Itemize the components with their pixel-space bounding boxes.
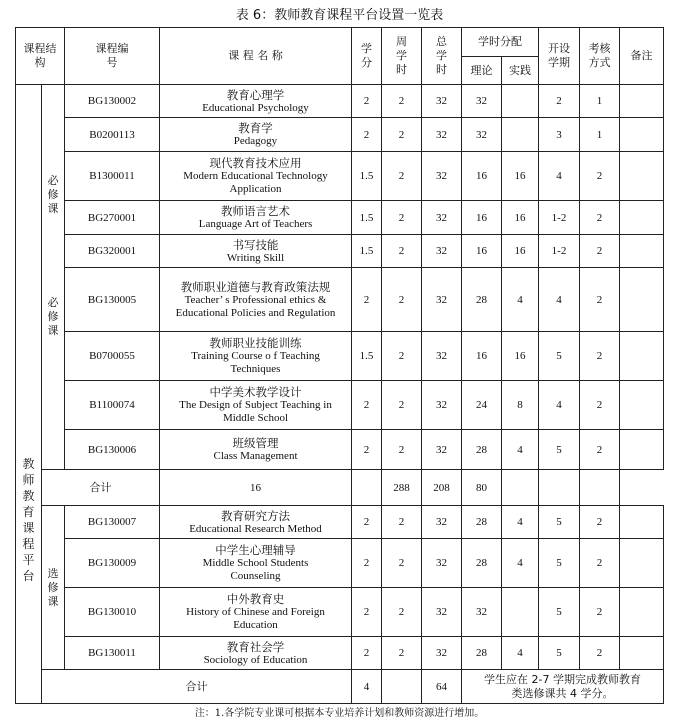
header-weekly: 周学时 — [382, 28, 422, 85]
course-name-en: Training Course o f Teaching Techniques — [191, 350, 320, 375]
practice-hours — [502, 118, 539, 152]
elective-total-hours: 64 — [422, 670, 462, 704]
course-name-en: Class Management — [213, 450, 298, 462]
total-hours: 32 — [422, 85, 462, 118]
course-code: B1300011 — [65, 152, 160, 201]
elective-total-weekly — [382, 670, 422, 704]
course-name-cn: 中学美术教学设计 — [209, 385, 302, 399]
remark — [620, 332, 664, 381]
weekly-hours: 2 — [382, 430, 422, 470]
practice-hours: 4 — [502, 539, 539, 588]
remark — [620, 118, 664, 152]
course-code: BG130010 — [65, 588, 160, 637]
header-remark: 备注 — [620, 28, 664, 85]
elective-label — [42, 506, 65, 670]
exam-type: 2 — [580, 430, 620, 470]
platform-label — [16, 456, 41, 584]
semester: 2 — [539, 85, 580, 118]
elective-note: 学生应在 2-7 学期完成教师教育类选修课共 4 学分。 — [462, 670, 664, 704]
practice-hours: 16 — [502, 201, 539, 235]
exam-type: 2 — [580, 332, 620, 381]
table-row — [16, 201, 664, 235]
practice-hours: 8 — [502, 381, 539, 430]
required-total-credit: 16 — [160, 470, 352, 506]
remark — [620, 85, 664, 118]
practice-hours: 4 — [502, 268, 539, 332]
course-code: BG130002 — [65, 85, 160, 118]
exam-type: 2 — [580, 588, 620, 637]
exam-type: 1 — [580, 118, 620, 152]
course-name-cn: 教育学 — [238, 121, 273, 135]
required-total-weekly — [352, 470, 382, 506]
header-credit: 学分 — [352, 28, 382, 85]
theory-hours: 16 — [462, 152, 502, 201]
course-name-en: The Design of Subject Teaching in Middle School — [179, 399, 332, 424]
table-row — [16, 118, 664, 152]
semester: 4 — [539, 268, 580, 332]
semester: 1-2 — [539, 201, 580, 235]
remark — [620, 588, 664, 637]
course-name-en: Middle School Students Counseling — [202, 557, 309, 582]
credit: 2 — [352, 268, 382, 332]
weekly-hours: 2 — [382, 332, 422, 381]
weekly-hours: 2 — [382, 118, 422, 152]
weekly-hours: 2 — [382, 588, 422, 637]
course-name-cn: 教师语言艺术 — [221, 204, 290, 218]
exam-type: 1 — [580, 85, 620, 118]
exam-type: 2 — [580, 235, 620, 268]
exam-type: 2 — [580, 381, 620, 430]
course-name-cn: 教育心理学 — [226, 87, 285, 102]
course-name-cn: 书写技能 — [232, 237, 279, 252]
total-hours: 32 — [422, 588, 462, 637]
semester: 5 — [539, 506, 580, 539]
weekly-hours: 2 — [382, 381, 422, 430]
weekly-hours: 2 — [382, 235, 422, 268]
course-name — [160, 430, 352, 470]
table-row — [16, 85, 664, 118]
theory-hours: 28 — [462, 506, 502, 539]
platform-label-bottom — [16, 670, 42, 704]
theory-hours: 16 — [462, 332, 502, 381]
elective-total-row — [16, 670, 664, 704]
credit: 2 — [352, 118, 382, 152]
required-total-exam — [539, 470, 580, 506]
total-hours: 32 — [422, 637, 462, 670]
practice-hours: 4 — [502, 637, 539, 670]
header-semester: 开设学期 — [539, 28, 580, 85]
theory-hours: 32 — [462, 118, 502, 152]
semester: 3 — [539, 118, 580, 152]
footnote: 注：1.各学院专业课可根据本专业培养计划和教师资源进行增加。 — [194, 708, 485, 719]
credit: 1.5 — [352, 235, 382, 268]
course-name — [160, 118, 352, 152]
theory-hours: 28 — [462, 637, 502, 670]
credit: 1.5 — [352, 152, 382, 201]
remark — [620, 430, 664, 470]
total-hours: 32 — [422, 235, 462, 268]
semester: 5 — [539, 332, 580, 381]
table-row — [16, 506, 664, 539]
course-name-en: Language Art of Teachers — [198, 218, 313, 230]
theory-hours: 32 — [462, 85, 502, 118]
course-name — [160, 506, 352, 539]
exam-type: 2 — [580, 506, 620, 539]
required-total-hours: 288 — [382, 470, 422, 506]
header-total: 总学时 — [422, 28, 462, 85]
credit: 2 — [352, 588, 382, 637]
course-name-cn: 教育研究方法 — [221, 508, 290, 523]
weekly-hours: 2 — [382, 85, 422, 118]
elective-total-label: 合计 — [42, 670, 352, 704]
course-name — [160, 332, 352, 381]
required-total-label: 合计 — [42, 470, 160, 506]
exam-type: 2 — [580, 201, 620, 235]
total-hours: 32 — [422, 201, 462, 235]
required-label-2-text: 必修课 — [47, 295, 59, 337]
total-hours: 32 — [422, 506, 462, 539]
table-row — [16, 268, 664, 332]
course-table — [15, 27, 664, 704]
credit: 2 — [352, 506, 382, 539]
course-name-en: Teacher’ s Professional ethics & Educational Policies and Regulation — [175, 293, 336, 319]
table-title: 表 6：教师教育课程平台设置一览表 — [235, 8, 444, 23]
practice-hours: 4 — [502, 506, 539, 539]
exam-type: 2 — [580, 268, 620, 332]
course-name-cn: 班级管理 — [232, 436, 279, 450]
weekly-hours: 2 — [382, 539, 422, 588]
course-name — [160, 381, 352, 430]
remark — [620, 381, 664, 430]
credit: 2 — [352, 85, 382, 118]
credit: 1.5 — [352, 201, 382, 235]
exam-type: 2 — [580, 637, 620, 670]
practice-hours: 16 — [502, 152, 539, 201]
elective-label-text: 选修课 — [47, 566, 59, 608]
practice-hours: 16 — [502, 332, 539, 381]
theory-hours: 16 — [462, 235, 502, 268]
elective-total-credit: 4 — [352, 670, 382, 704]
course-name-en: Sociology of Education — [203, 653, 308, 666]
course-name — [160, 85, 352, 118]
course-name-en: Educational Psychology — [202, 101, 309, 114]
course-name — [160, 588, 352, 637]
remark — [620, 152, 664, 201]
table-row — [16, 539, 664, 588]
course-code: B0700055 — [65, 332, 160, 381]
course-name-cn: 中学生心理辅导 — [215, 543, 296, 557]
required-total-theory: 208 — [422, 470, 462, 506]
semester: 5 — [539, 588, 580, 637]
practice-hours: 16 — [502, 235, 539, 268]
credit: 2 — [352, 430, 382, 470]
course-name — [160, 235, 352, 268]
theory-hours: 28 — [462, 430, 502, 470]
remark — [620, 506, 664, 539]
exam-type: 2 — [580, 152, 620, 201]
remark — [620, 201, 664, 235]
semester: 1-2 — [539, 235, 580, 268]
semester: 5 — [539, 430, 580, 470]
theory-hours: 16 — [462, 201, 502, 235]
header-exam: 考核方式 — [580, 28, 620, 85]
exam-type: 2 — [580, 539, 620, 588]
required-total-row — [16, 470, 664, 506]
course-name — [160, 201, 352, 235]
semester: 5 — [539, 539, 580, 588]
table-row — [16, 152, 664, 201]
header-structure: 课程结构 — [16, 28, 65, 85]
required-label-1 — [42, 85, 65, 235]
header-name: 课 程 名 称 — [160, 28, 352, 85]
table-row — [16, 637, 664, 670]
total-hours: 32 — [422, 381, 462, 430]
weekly-hours: 2 — [382, 152, 422, 201]
practice-hours: 4 — [502, 430, 539, 470]
course-code: BG320001 — [65, 235, 160, 268]
course-code: BG130006 — [65, 430, 160, 470]
platform-label-text: 教师教育课程平台 — [22, 457, 35, 583]
theory-hours: 32 — [462, 588, 502, 637]
theory-hours: 28 — [462, 268, 502, 332]
course-code: BG130005 — [65, 268, 160, 332]
theory-hours: 28 — [462, 539, 502, 588]
course-name-en: Pedagogy — [233, 135, 278, 147]
table-row — [16, 332, 664, 381]
required-total-remark — [580, 470, 620, 506]
course-code: BG130011 — [65, 637, 160, 670]
required-total-semester — [502, 470, 539, 506]
credit: 1.5 — [352, 332, 382, 381]
total-hours: 32 — [422, 152, 462, 201]
course-name — [160, 268, 352, 332]
course-name-en: History of Chinese and Foreign Education — [186, 606, 325, 631]
course-name-cn: 现代教育技术应用 — [209, 156, 302, 170]
total-hours: 32 — [422, 268, 462, 332]
weekly-hours: 2 — [382, 637, 422, 670]
course-name — [160, 539, 352, 588]
credit: 2 — [352, 381, 382, 430]
required-total-practice: 80 — [462, 470, 502, 506]
course-name-en: Writing Skill — [226, 251, 285, 264]
weekly-hours: 2 — [382, 506, 422, 539]
credit: 2 — [352, 637, 382, 670]
course-code: B1100074 — [65, 381, 160, 430]
course-code: BG130007 — [65, 506, 160, 539]
required-label-2 — [42, 235, 65, 470]
remark — [620, 235, 664, 268]
remark — [620, 539, 664, 588]
course-code: BG270001 — [65, 201, 160, 235]
practice-hours — [502, 85, 539, 118]
total-hours: 32 — [422, 539, 462, 588]
total-hours: 32 — [422, 430, 462, 470]
semester: 5 — [539, 637, 580, 670]
header-theory: 理论 — [462, 57, 502, 85]
course-name-cn: 教师职业道德与教育政策法规 — [180, 279, 331, 294]
table-row — [16, 430, 664, 470]
practice-hours — [502, 588, 539, 637]
credit: 2 — [352, 539, 382, 588]
table-row — [16, 381, 664, 430]
theory-hours: 24 — [462, 381, 502, 430]
course-name-cn: 教师职业技能训练 — [209, 336, 302, 350]
header-practice: 实践 — [502, 57, 539, 85]
remark — [620, 637, 664, 670]
course-name — [160, 637, 352, 670]
course-name — [160, 152, 352, 201]
total-hours: 32 — [422, 332, 462, 381]
total-hours: 32 — [422, 118, 462, 152]
header-code: 课程编号 — [65, 28, 160, 85]
weekly-hours: 2 — [382, 268, 422, 332]
course-name-cn: 中外教育史 — [226, 592, 285, 606]
table-row — [16, 588, 664, 637]
remark — [620, 268, 664, 332]
course-code: BG130009 — [65, 539, 160, 588]
course-name-cn: 教育社会学 — [226, 639, 285, 654]
semester: 4 — [539, 152, 580, 201]
header-distribution: 学时分配 — [462, 28, 539, 57]
course-code: B0200113 — [65, 118, 160, 152]
required-label-1-text: 必修课 — [47, 173, 59, 215]
semester: 4 — [539, 381, 580, 430]
table-row — [16, 235, 664, 268]
course-name-en: Educational Research Method — [189, 522, 322, 535]
course-name-en: Modern Educational Technology Application — [183, 170, 328, 195]
weekly-hours: 2 — [382, 201, 422, 235]
